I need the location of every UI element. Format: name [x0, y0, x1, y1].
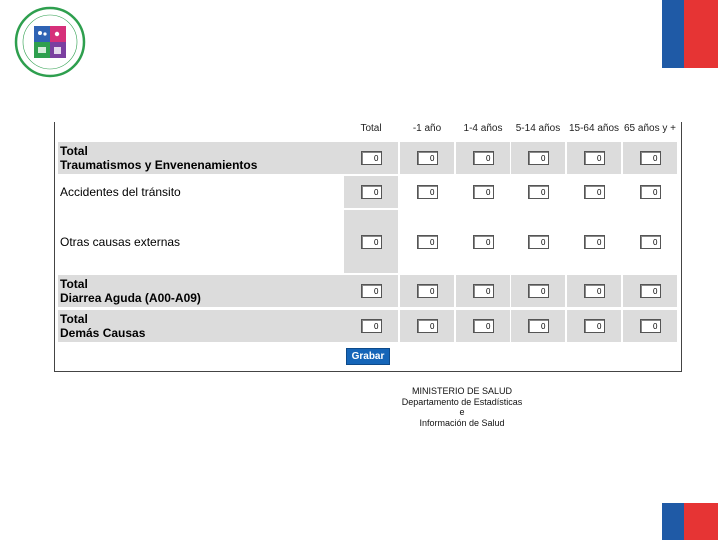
save-button[interactable]: Grabar	[346, 348, 390, 365]
row-label-line1: Total	[60, 277, 88, 291]
value-input[interactable]: 0	[417, 319, 438, 333]
cell	[511, 176, 565, 208]
column-header-15-64: 15-64 años	[568, 123, 620, 134]
ministry-footer	[400, 386, 524, 428]
table-row	[58, 310, 678, 342]
row-label-line2: Demás Causas	[60, 326, 146, 340]
institution-logo-icon	[14, 6, 86, 78]
row-label	[58, 142, 344, 174]
value-input[interactable]: 0	[417, 185, 438, 199]
cell	[400, 176, 454, 208]
cell	[456, 142, 510, 174]
cell	[344, 142, 398, 174]
cell	[456, 210, 510, 273]
cell	[567, 275, 621, 307]
row-label-line1: Otras causas externas	[60, 234, 181, 249]
table-row	[58, 176, 678, 208]
cell	[511, 210, 565, 273]
cell	[511, 275, 565, 307]
row-label	[58, 210, 344, 273]
table-row	[58, 275, 678, 307]
value-input[interactable]: 0	[528, 284, 549, 298]
value-input[interactable]: 0	[528, 151, 549, 165]
cell	[623, 176, 677, 208]
row-label	[58, 176, 344, 208]
column-header-1-4: 1-4 años	[463, 123, 503, 134]
cell	[623, 275, 677, 307]
cell	[400, 310, 454, 342]
value-input[interactable]: 0	[473, 284, 494, 298]
table-row	[58, 142, 678, 174]
value-input[interactable]: 0	[361, 319, 382, 333]
cell	[344, 176, 398, 208]
column-header-total: Total	[360, 123, 382, 134]
value-input[interactable]: 0	[640, 235, 661, 249]
value-input[interactable]: 0	[361, 284, 382, 298]
flag-stripe-bottom	[662, 503, 718, 540]
value-input[interactable]: 0	[584, 185, 605, 199]
row-label	[58, 310, 344, 342]
footer-line2: Departamento de Estadísticas e	[401, 396, 523, 417]
value-input[interactable]: 0	[640, 151, 661, 165]
cell	[456, 176, 510, 208]
value-input[interactable]: 0	[361, 185, 382, 199]
value-input[interactable]: 0	[417, 151, 438, 165]
flag-stripe-top	[662, 0, 718, 68]
cell	[456, 275, 510, 307]
row-label-line1: Accidentes del tránsito	[60, 185, 181, 199]
cell	[344, 210, 398, 273]
row-label	[58, 275, 344, 307]
value-input[interactable]: 0	[417, 235, 438, 249]
column-header-under-1: -1 año	[412, 123, 442, 134]
value-input[interactable]: 0	[473, 319, 494, 333]
cell	[567, 310, 621, 342]
value-input[interactable]: 0	[640, 284, 661, 298]
cell	[400, 210, 454, 273]
value-input[interactable]: 0	[584, 319, 605, 333]
value-input[interactable]: 0	[640, 185, 661, 199]
value-input[interactable]: 0	[528, 235, 549, 249]
cell	[511, 142, 565, 174]
cell	[400, 142, 454, 174]
cell	[344, 310, 398, 342]
value-input[interactable]: 0	[417, 284, 438, 298]
row-label-line1: Total	[60, 312, 88, 326]
row-label-line2: Traumatismos y Envenenamientos	[60, 158, 258, 172]
cell	[567, 142, 621, 174]
value-input[interactable]: 0	[584, 284, 605, 298]
value-input[interactable]: 0	[473, 185, 494, 199]
cell	[623, 210, 677, 273]
column-header-5-14: 5-14 años	[515, 123, 561, 134]
value-input[interactable]: 0	[361, 151, 382, 165]
cell	[456, 310, 510, 342]
footer-line1: MINISTERIO DE SALUD	[411, 386, 512, 396]
value-input[interactable]: 0	[584, 151, 605, 165]
value-input[interactable]: 0	[584, 235, 605, 249]
cell	[567, 176, 621, 208]
value-input[interactable]: 0	[361, 235, 382, 249]
cell	[623, 310, 677, 342]
value-input[interactable]: 0	[640, 319, 661, 333]
table-row	[58, 210, 678, 273]
value-input[interactable]: 0	[473, 151, 494, 165]
cell	[400, 275, 454, 307]
value-input[interactable]: 0	[528, 185, 549, 199]
value-input[interactable]: 0	[528, 319, 549, 333]
column-header-65-plus: 65 años y +	[624, 123, 676, 134]
footer-line3: Información de Salud	[419, 417, 505, 428]
cell	[511, 310, 565, 342]
cell	[567, 210, 621, 273]
row-label-line1: Total	[60, 144, 88, 158]
value-input[interactable]: 0	[473, 235, 494, 249]
cell	[344, 275, 398, 307]
cell	[623, 142, 677, 174]
row-label-line2: Diarrea Aguda (A00-A09)	[60, 291, 201, 305]
